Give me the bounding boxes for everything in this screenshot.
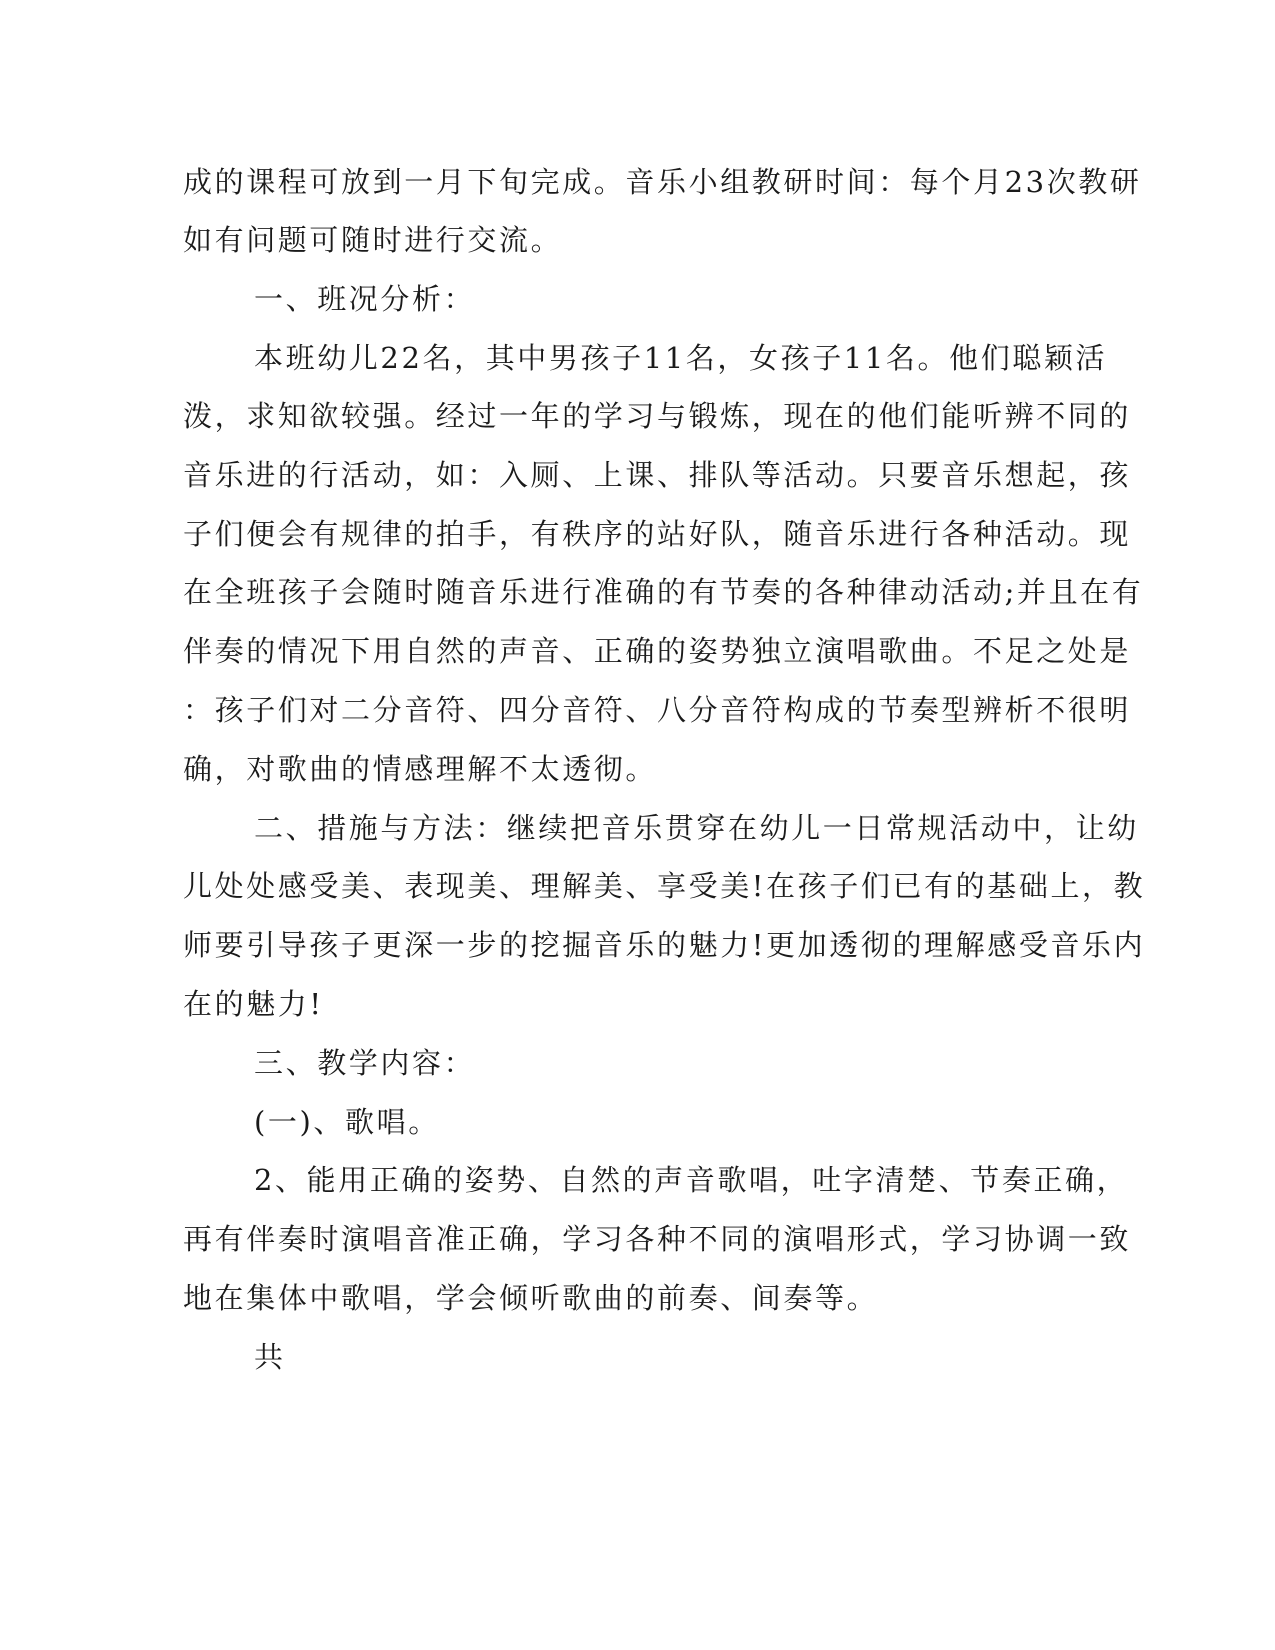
text-line: 如有问题可随时进行交流。 (183, 223, 563, 257)
text-line: 儿处处感受美、表现美、理解美、享受美!在孩子们已有的基础上，教 (183, 869, 1146, 903)
text-line: 在的魅力! (183, 987, 324, 1021)
text-line: 子们便会有规律的拍手，有秩序的站好队，随音乐进行各种活动。现 (183, 517, 1132, 551)
text-line: 成的课程可放到一月下旬完成。音乐小组教研时间：每个月23次教研 (183, 165, 1142, 199)
subsection-heading-singing: (一)、歌唱。 (254, 1105, 440, 1139)
text-line: 确，对歌曲的情感理解不太透彻。 (183, 752, 658, 786)
section-heading-teaching-content: 三、教学内容： (254, 1046, 476, 1080)
section-heading-class-analysis: 一、班况分析： (254, 282, 476, 316)
section-heading-measures: 二、措施与方法：继续把音乐贯穿在幼儿一日常规活动中，让幼 (254, 811, 1139, 845)
text-line: 2、能用正确的姿势、自然的声音歌唱，吐字清楚、节奏正确， (254, 1163, 1129, 1197)
text-line: 在全班孩子会随时随音乐进行准确的有节奏的各种律动活动;并且在有 (183, 575, 1144, 609)
text-line: 伴奏的情况下用自然的声音、正确的姿势独立演唱歌曲。不足之处是 (183, 634, 1132, 668)
text-line: 泼，求知欲较强。经过一年的学习与锻炼，现在的他们能听辨不同的 (183, 399, 1132, 433)
text-line: ：孩子们对二分音符、四分音符、八分音符构成的节奏型辨析不很明 (183, 693, 1132, 727)
text-line: 共 (254, 1340, 286, 1374)
text-line: 音乐进的行活动，如：入厕、上课、排队等活动。只要音乐想起，孩 (183, 458, 1132, 492)
text-line: 师要引导孩子更深一步的挖掘音乐的魅力!更加透彻的理解感受音乐内 (183, 928, 1146, 962)
text-line: 再有伴奏时演唱音准正确，学习各种不同的演唱形式，学习协调一致 (183, 1222, 1132, 1256)
text-line: 地在集体中歌唱，学会倾听歌曲的前奏、间奏等。 (183, 1281, 879, 1315)
text-line: 本班幼儿22名，其中男孩子11名，女孩子11名。他们聪颖活 (254, 341, 1108, 375)
